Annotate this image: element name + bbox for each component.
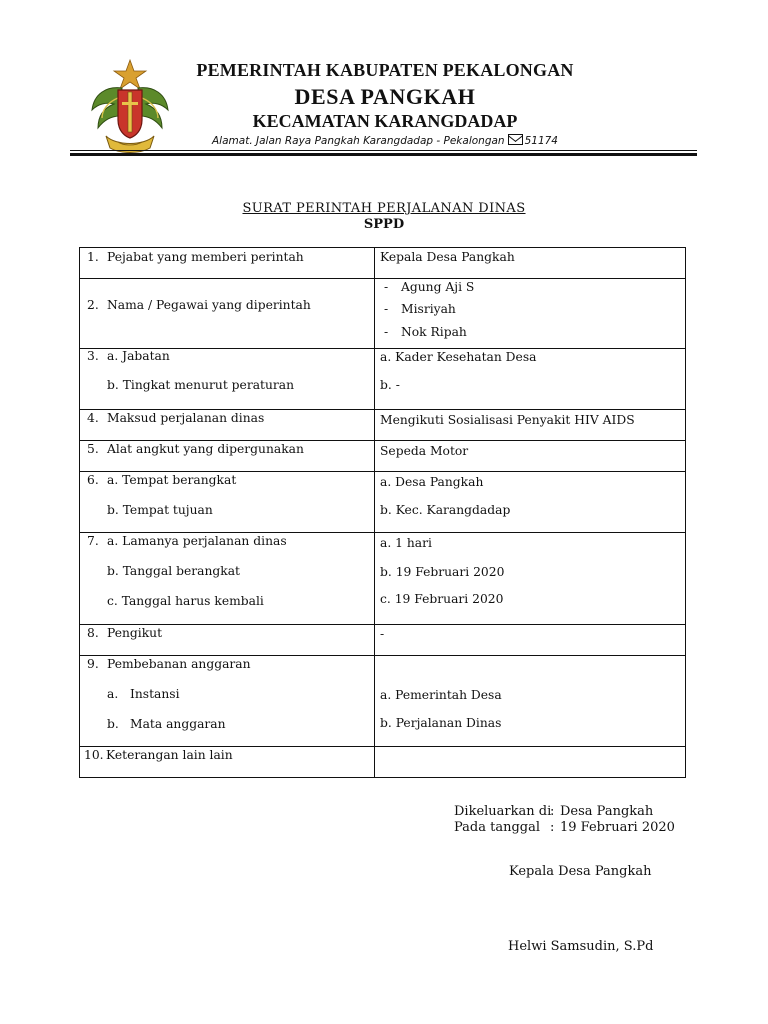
header-government: PEMERINTAH KABUPATEN PEKALONGAN (196, 60, 574, 80)
row-label: a. Lamanya perjalanan dinas (107, 534, 287, 548)
list-dash: - (384, 325, 389, 339)
row-label: Nama / Pegawai yang diperintah (107, 298, 311, 312)
date-label: Pada tanggal (454, 820, 541, 835)
address-text: Alamat. Jalan Raya Pangkah Karangdadap - Pekalongan (212, 135, 505, 147)
row-number: 10. (84, 748, 104, 762)
row-number: 9. (87, 657, 99, 671)
sub-item-letter: b. (107, 717, 119, 731)
table-row (80, 441, 686, 472)
row-value: c. 19 Februari 2020 (380, 592, 504, 606)
row-value: - (380, 627, 385, 641)
row-value: b. 19 Februari 2020 (380, 565, 505, 579)
table-row (80, 472, 686, 533)
header-district: KECAMATAN KARANGDADAP (252, 111, 518, 131)
postal-code: 51174 (524, 135, 558, 147)
issued-date: 19 Februari 2020 (560, 820, 675, 835)
header-address (180, 134, 590, 147)
row-label: Alat angkut yang dipergunakan (107, 442, 304, 456)
row-label: Keterangan lain lain (106, 748, 233, 762)
row-label: Maksud perjalanan dinas (107, 411, 265, 425)
row-number: 4. (87, 411, 99, 425)
envelope-icon (508, 134, 523, 145)
row-label: Pengikut (107, 626, 163, 640)
date-separator: : (550, 820, 555, 835)
row-value: b. Perjalanan Dinas (380, 716, 502, 730)
employee-name: Misriyah (401, 302, 456, 316)
issued-label: Dikeluarkan di (454, 804, 552, 819)
row-number: 5. (87, 442, 99, 456)
table-row (80, 410, 686, 441)
row-label: b. Tanggal berangkat (107, 564, 240, 578)
row-number: 7. (87, 534, 99, 548)
row-value: Sepeda Motor (380, 444, 469, 458)
row-label: Pembebanan anggaran (107, 657, 251, 671)
row-number: 1. (87, 250, 99, 264)
row-value: Kepala Desa Pangkah (380, 250, 515, 264)
row-label: Pejabat yang memberi perintah (107, 250, 304, 264)
table-row (80, 248, 686, 279)
row-value: b. - (380, 378, 400, 392)
row-label: c. Tanggal harus kembali (107, 594, 264, 608)
employee-name: Agung Aji S (401, 280, 475, 294)
table-row (80, 656, 686, 747)
table-row (80, 533, 686, 625)
row-value: a. Pemerintah Desa (380, 688, 502, 702)
issued-separator: : (550, 804, 555, 819)
header-village: DESA PANGKAH (294, 84, 476, 109)
row-label: a. Tempat berangkat (107, 473, 237, 487)
row-number: 3. (87, 349, 99, 363)
list-dash: - (384, 302, 389, 316)
document-subtitle: SPPD (363, 217, 405, 232)
letterhead-thick-rule (70, 153, 697, 156)
row-value: a. Desa Pangkah (380, 475, 484, 489)
row-value: Mengikuti Sosialisasi Penyakit HIV AIDS (380, 413, 635, 427)
row-value: a. 1 hari (380, 536, 432, 550)
signer-position: Kepala Desa Pangkah (509, 864, 652, 879)
row-label: b. Tempat tujuan (107, 503, 213, 517)
row-value: b. Kec. Karangdadap (380, 503, 511, 517)
list-dash: - (384, 280, 389, 294)
table-row (80, 747, 686, 778)
row-label: a. Jabatan (107, 349, 170, 363)
row-number: 8. (87, 626, 99, 640)
row-label: Instansi (130, 687, 180, 701)
regency-emblem-logo (88, 58, 172, 156)
issued-place: Desa Pangkah (560, 804, 654, 819)
signer-name: Helwi Samsudin, S.Pd (508, 939, 654, 954)
sub-item-letter: a. (107, 687, 119, 701)
row-number: 2. (87, 298, 99, 312)
row-label: Mata anggaran (130, 717, 226, 731)
table-row (80, 625, 686, 656)
row-value: a. Kader Kesehatan Desa (380, 350, 537, 364)
letterhead-thin-rule (70, 150, 697, 151)
table-row (80, 349, 686, 410)
document-title: SURAT PERINTAH PERJALANAN DINAS (242, 201, 526, 216)
employee-name: Nok Ripah (401, 325, 467, 339)
row-label: b. Tingkat menurut peraturan (107, 378, 295, 392)
sppd-table (79, 247, 686, 778)
table-row (80, 279, 686, 349)
row-number: 6. (87, 473, 99, 487)
